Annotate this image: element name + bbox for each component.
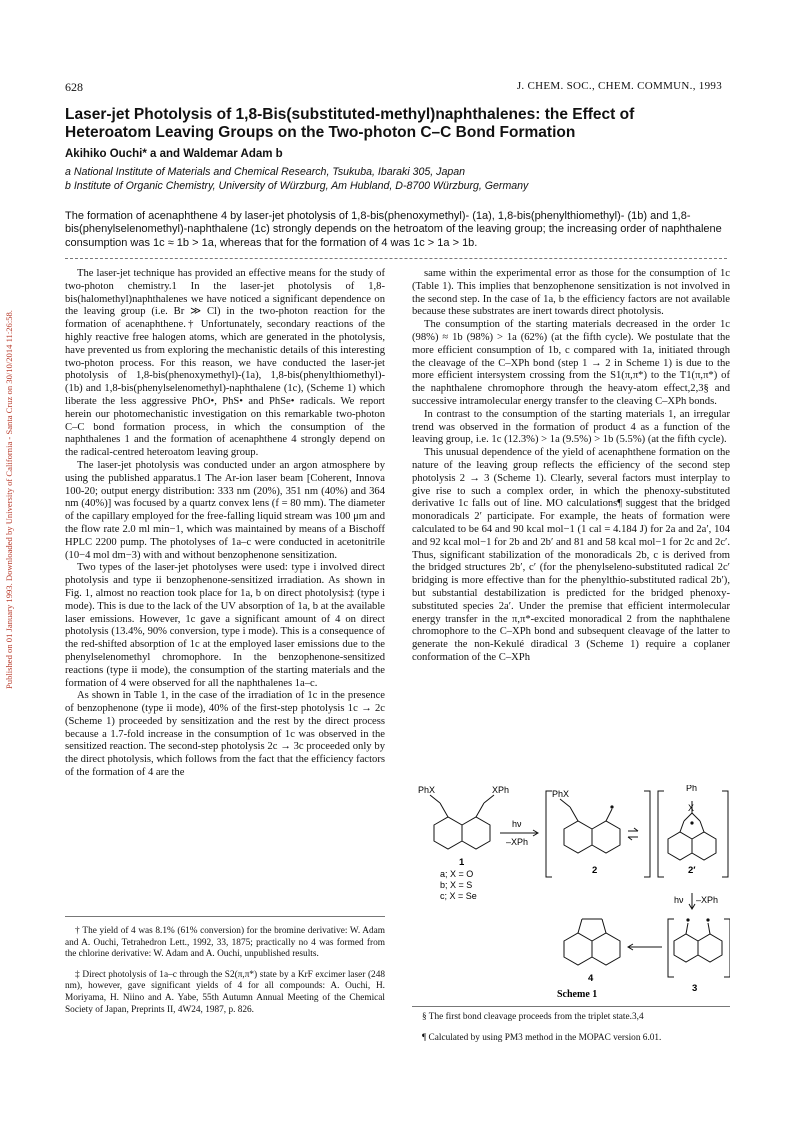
label-phx-1: PhX <box>418 785 436 795</box>
radical-dot <box>610 805 613 808</box>
footnote: ‡ Direct photolysis of 1a–c through the S2(π,π*) state by a KrF excimer laser (248 nm), however, gave significant yields of 4 for all compounds: A. Ouchi, H. Moriyama, H. Niino and A. Yabe, 55th Autumn Annual Meeting of the Chemical Society of Japan, Preprints II, 4W24, 1987, p. 826. <box>65 969 385 1015</box>
page-number: 628 <box>65 80 83 94</box>
abstract-divider <box>65 258 727 259</box>
reaction-scheme <box>412 785 730 1000</box>
variant-b: b; X = S <box>440 880 473 890</box>
authors: Akihiko Ouchi* a and Waldemar Adam b <box>65 148 283 160</box>
footnote-divider <box>65 916 385 917</box>
label-minus-xph-2: –XPh <box>696 895 719 905</box>
compound-number-2: 2 <box>592 865 598 876</box>
paragraph: This unusual dependence of the yield of acenaphthene formation on the nature of the leaving group reflects the efficiency of the second step photolysis 2 → 3 (Scheme 1). Clearly, several factors must interplay to give rise to such a complex order, in which the phenoxy-substituted derivative 1c falls out of line. MO calculations¶ suggest that the bridged monoradicals 2′ participate. For example, the heats of formation were calculated to be 64 and 90 kcal mol−1 (1 cal = 4.184 J) for 2a and 2a′, 104 and 92 kcal mol−1 for 2b and 2b′ and 81 and 58 kcal mol−1 for 2c and 2c′. Thus, significant stabilization of the monoradicals 2b, c is derived from the bridged structures 2b′, c′ (for the phenylseleno-substituted radical 2c′ bridging is more effective than for the phenylthio-substituted radical 2b′), but substantial destabilization is predicted for the bridged phenoxy-substituted species 2a′. Under the premise that efficient intermolecular energy transfer in the π,π*-excited monoradical 2 from the naphthalene chromophore to the C–XPh bond and subsequent cleavage of the latter to generate the non-Kekulé diradical 3 (Scheme 1) require a coplaner conformation of the C–XPh <box>412 447 730 663</box>
footnote: † The yield of 4 was 8.1% (61% conversion) for the bromine derivative: W. Adam and A. Ouchi, Tetrahedron Lett., 1992, 33, 1875; practically no 4 was formed from the chlorine derivative: W. Adam and A. Ouchi, unpublished results. <box>65 926 385 960</box>
variant-c: c; X = Se <box>440 891 477 901</box>
paragraph: The laser-jet photolysis was conducted under an argon atmosphere by using the published apparatus.1 The Ar-ion laser beam [Coherent, Innova 100-20; output energy distribution: 333 nm (20%), 351 nm (40%) and 364 nm (40%)] was focused by a quartz convex lens (f = 80 mm). The diameter of the capillary employed for the free-falling liquid stream was 100 μm and the flow rate 2.0 ml min−1, which was maintained by means of a Bischoff HPLC 2200 pump. The photolyses of 1a–c were conducted in acetonitrile (10−4 mol dm−3) with and without benzophenone sensitization. <box>65 459 385 561</box>
footnotes-left <box>65 926 385 1025</box>
journal-header: J. CHEM. SOC., CHEM. COMMUN., 1993 <box>516 80 722 92</box>
label-minus-xph-1: –XPh <box>506 837 529 847</box>
label-xph-1: XPh <box>492 785 510 795</box>
radical-dot <box>686 918 689 921</box>
paragraph: The laser-jet technique has provided an effective means for the study of two-photon chemistry.1 In the laser-jet photolysis of 1,8-bis(halomethyl)naphthalenes we have noticed a significant dependence on the leaving group (i.e. Br ≫ Cl) in the two-photon reaction for the formation of acenaphthene.† Unfortunately, secondary reactions of the highly reactive free halogen atoms, which are generated in the photolysis, have prevented us from exploring the mechanistic details of this interesting two-photon process. For this reason, we have conducted the laser-jet photolysis of 1,8-bis(phenoxymethyl)-(1a), 1,8-bis(phenylthiomethyl)- (1b) and 1,8-bis(phenylselenomethyl)-naphthalene (1c), (Scheme 1) which liberate the less aggressive PhO•, PhS• and PhSe• radicals. We report herein our photomechanistic investigation on this remarkable two-photon C–C bond formation process, in which the consumption of the naphthalenes 1 and the formation of acenaphthene 4 strongly depend on the radical-centred heteroatom leaving group. <box>65 268 385 459</box>
paragraph: The consumption of the starting materials decreased in the order 1c (98%) ≈ 1b (98%) > 1a (62%) (at the fifth cycle). We postulate that the more efficient consumption of 1b, c compared with 1a, initiated through the cleavage of the C–XPh bond (step 1 → 2 in Scheme 1) is due to the more efficient intersystem crossing from the S1(π,π*) to the T1(π,π*) of the naphthalene chromophore through the heavy-atom effect,2,3§ and successive intramolecular energy transfer to the cleaving C–XPh bonds. <box>412 319 730 407</box>
footnote: ¶ Calculated by using PM3 method in the MOPAC version 6.01. <box>422 1032 662 1043</box>
compound-number-1: 1 <box>459 857 465 868</box>
compound-number-3: 3 <box>692 983 698 994</box>
paragraph: In contrast to the consumption of the starting materials 1, an irregular trend was observed in the formation of product 4 as a function of the leaving group, i.e. 1c (12.3%) > 1a (9.5%) > 1b (5.5%) (at the fifth cycle). <box>412 408 730 446</box>
abstract: The formation of acenaphthene 4 by laser-jet photolysis of 1,8-bis(phenoxymethyl)- (1a), 1,8-bis(phenylthiomethyl)- (1b) and 1,8-bis(phenylselenomethyl)-naphthalene (1c) strongly depends on the hetroatom of the leaving group; the increasing order of naphthalene consumption was 1c ≈ 1b > 1a, whereas that for the formation of 4 was 1c > 1a > 1b. <box>65 210 722 249</box>
paragraph: same within the experimental error as those for the consumption of 1c (Table 1). This implies that benzophenone sensitization is not involved in the second step. In the case of 1a, b the efficiency factors are not available because these substrates are inert towards direct photolysis. <box>412 268 730 318</box>
article-title: Laser-jet Photolysis of 1,8-Bis(substituted-methyl)naphthalenes: the Effect of Heteroatom Leaving Groups on the Two-photon C–C Bond Formation <box>65 106 635 141</box>
scheme-diagram <box>412 785 730 1000</box>
download-watermark: Published on 01 January 1993. Downloaded by University of California - Santa Cruz on 30/10/2014 11:26:58. <box>4 310 14 690</box>
footnotes-right <box>412 1012 730 1053</box>
diradical-3-structure <box>674 923 722 962</box>
acenaphthene-4-structure <box>564 919 620 965</box>
compound-number-4: 4 <box>588 973 594 984</box>
label-x-2p: X <box>688 803 695 813</box>
label-ph-2p: Ph <box>686 785 698 793</box>
footnote-divider <box>412 1006 730 1007</box>
scheme-caption: Scheme 1 <box>557 989 598 1000</box>
body-column-right <box>412 268 730 665</box>
naphthalene-1-structure <box>430 795 494 849</box>
label-phx-2: PhX <box>552 789 570 799</box>
label-hv-2: hν <box>674 895 684 905</box>
footnote: § The first bond cleavage proceeds from the triplet state.3,4 <box>422 1012 644 1022</box>
variant-a: a; X = O <box>440 869 474 879</box>
body-column-left <box>65 268 385 780</box>
compound-number-2p: 2′ <box>688 865 696 876</box>
paragraph: Two types of the laser-jet photolyses were used: type i involved direct photolysis and type ii benzophenone-sensitized irradiation. As shown in Fig. 1, almost no reaction took place for 1a, b on direct photolysis‡ (type i mode). This is due to the lack of the UV absorption of 1a, b at the available laser emissions. However, 1c gave a significant amount of 4 on direct photolysis (13.4%, 90% conversion, type i mode). This is a consequence of the red-shifted absorption of 1c at the employed laser emissions due to the phenylselenomethyl chromophore. In the benzophenone-sensitized reactions (type ii mode), the consumption of the starting materials and the formation of 4 were observed for all the naphthalenes 1a–c. <box>65 562 385 689</box>
radical-dot <box>706 918 709 921</box>
label-hv-1: hν <box>512 819 522 829</box>
affiliation-a: a National Institute of Materials and Chemical Research, Tsukuba, Ibaraki 305, Japan <box>65 166 466 178</box>
affiliation-b: b Institute of Organic Chemistry, University of Würzburg, Am Hubland, D-8700 Würzburg, Germany <box>65 180 529 192</box>
radical-dot <box>690 821 693 824</box>
paragraph: As shown in Table 1, in the case of the irradiation of 1c in the presence of benzophenone (type ii mode), 40% of the first-step photolysis 1c → 2c (Scheme 1) proceeded by sensitization and the rest by the direct process because a 1.7-fold increase in the consumption of 1c was observed in the sensitized reaction. The second-step photolysis 2c → 3c proceeded only by the direct photolysis, which follows from the fact that the efficiency factors of the formation of 4 are the <box>65 690 385 779</box>
